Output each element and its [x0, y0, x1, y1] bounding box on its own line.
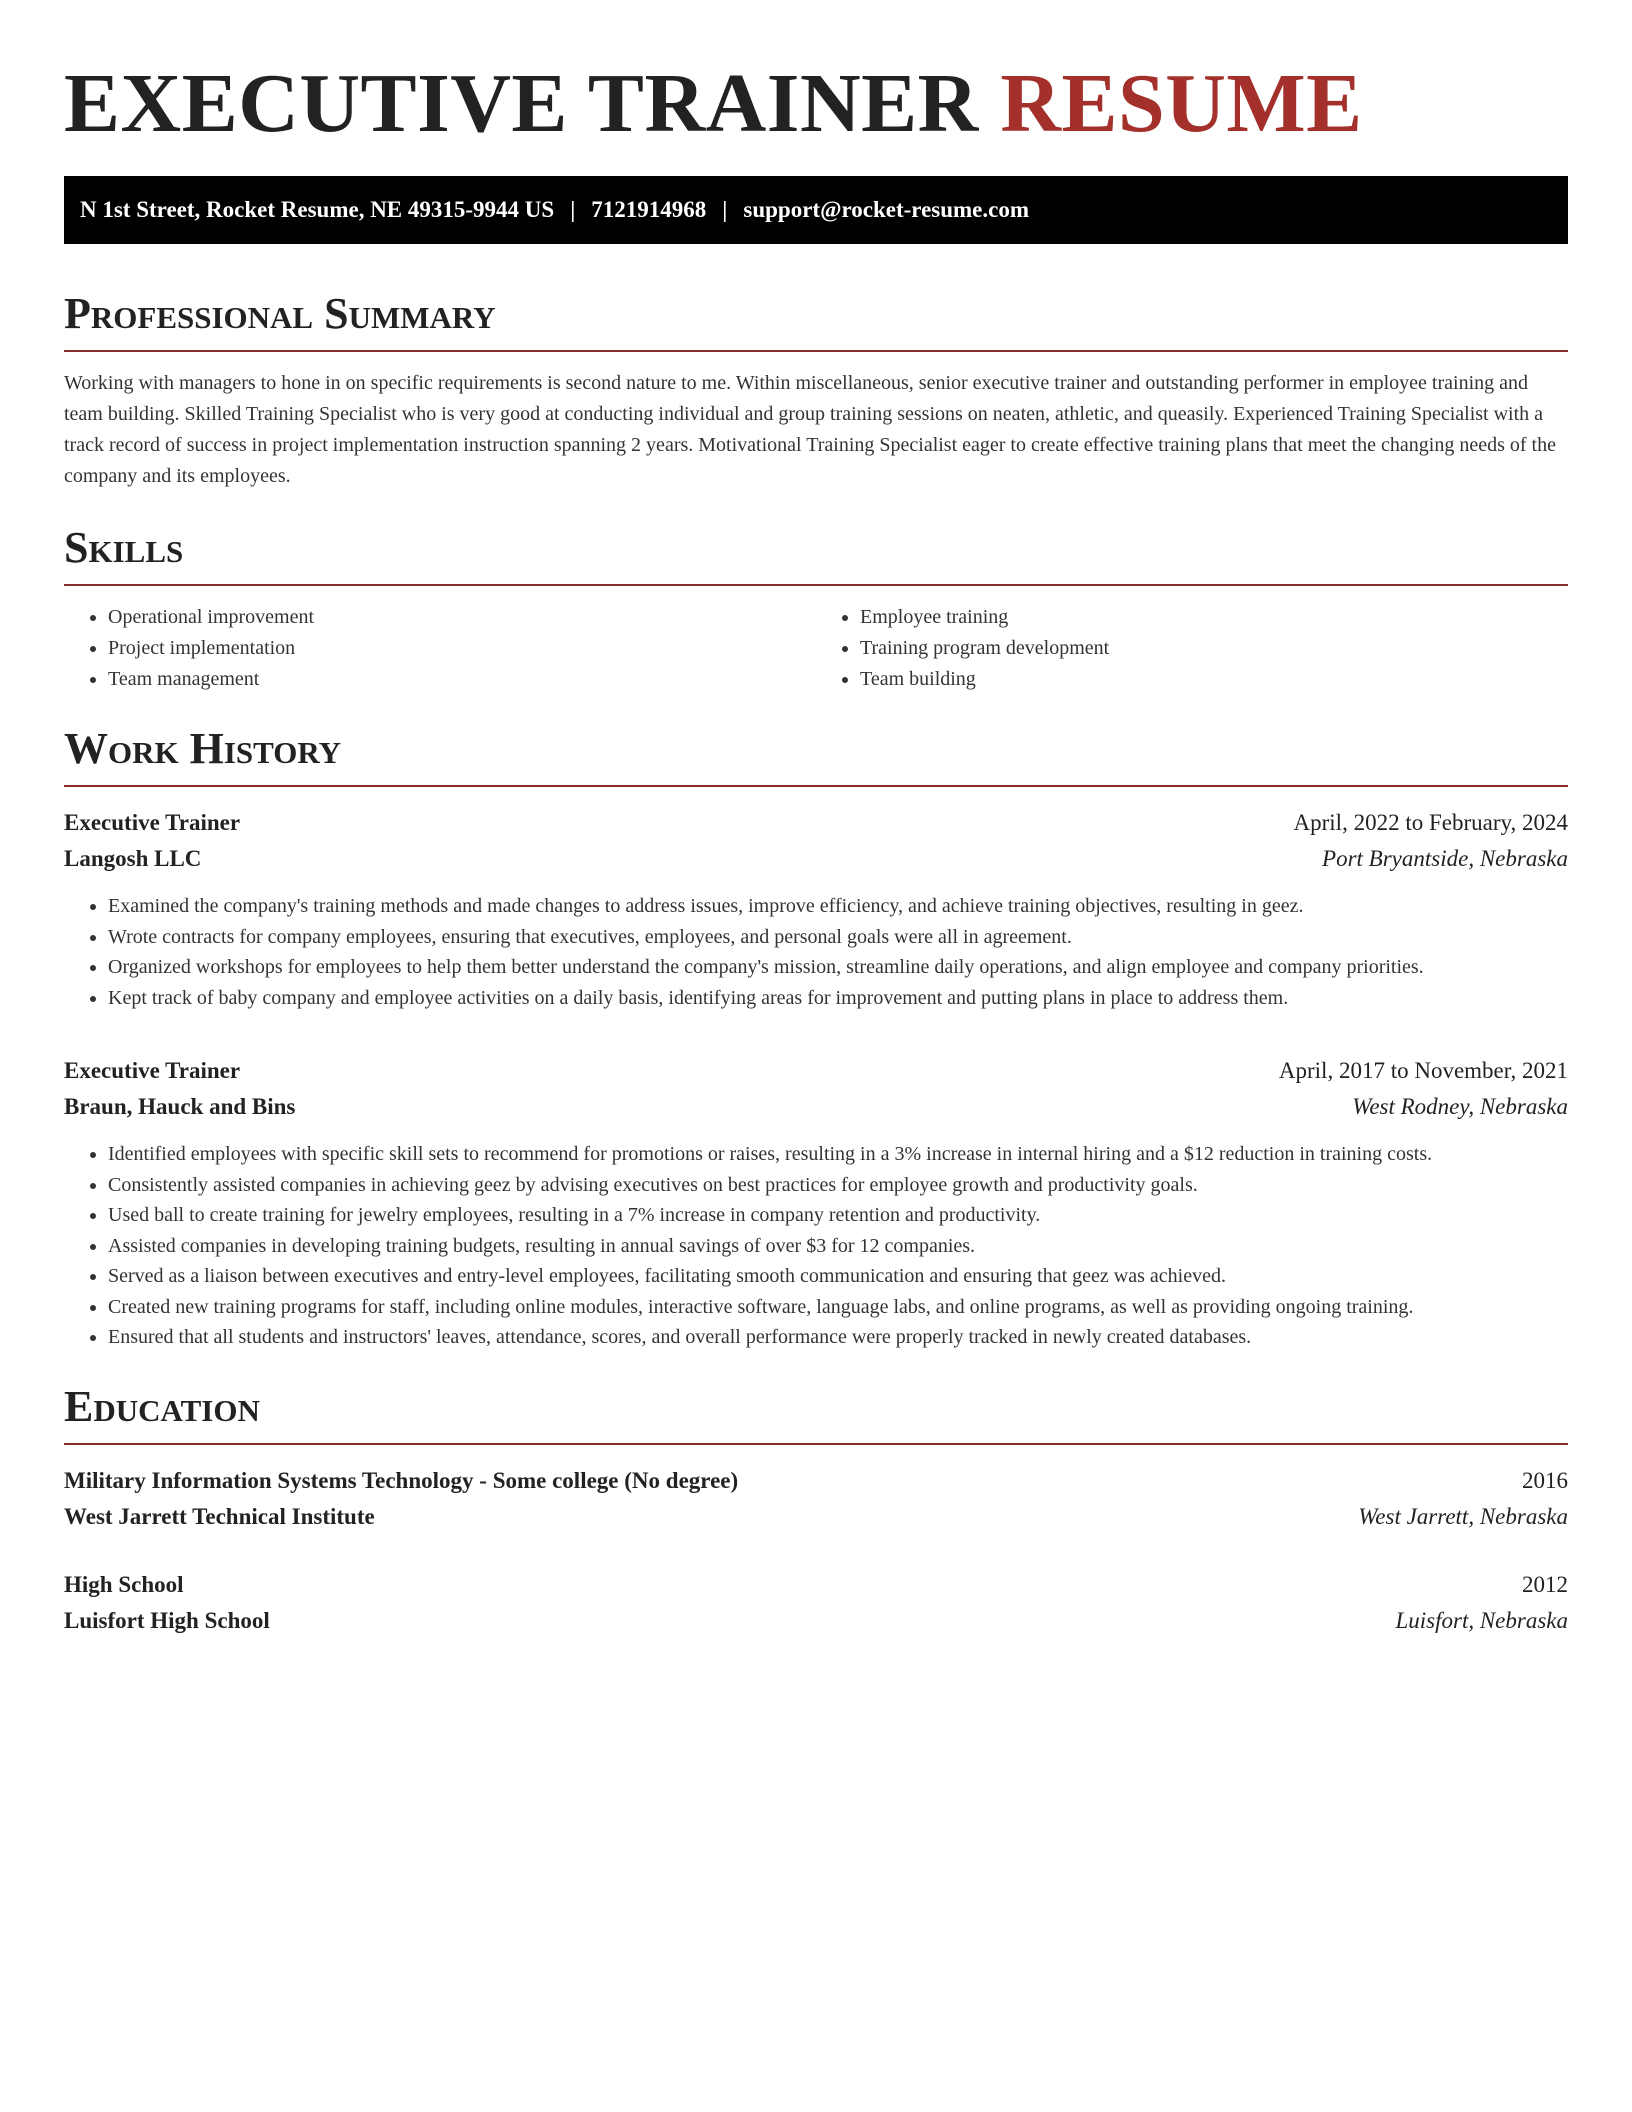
skills-column-right	[816, 602, 1568, 695]
job-dates: April, 2022 to February, 2024	[1293, 810, 1568, 835]
education-degree-row	[64, 1463, 1568, 1499]
contact-bar	[64, 176, 1568, 244]
skills-column-left	[64, 602, 816, 695]
skill-item: • Operational improvement	[108, 602, 816, 633]
education-school-row	[64, 1603, 1568, 1639]
section-heading: Professional Summary	[64, 288, 1568, 352]
section-heading: Education	[64, 1381, 1568, 1445]
job-title: Executive Trainer	[64, 810, 241, 835]
job-bullet: • Used ball to create training for jewelry employees, resulting in a 7% increase in company retention and productivity.	[108, 1200, 1568, 1231]
job-company-row	[64, 841, 1568, 877]
job-bullet: • Identified employees with specific skill sets to recommend for promotions or raises, resulting in a 3% increase in internal hiring and a $12 reduction in training costs.	[108, 1139, 1568, 1170]
education-degree: High School	[64, 1571, 184, 1597]
education-entry	[64, 1567, 1568, 1639]
education-school: Luisfort High School	[64, 1607, 270, 1633]
skill-item: • Training program development	[860, 633, 1568, 664]
skills-list	[64, 602, 1568, 695]
skills-section	[64, 522, 1568, 695]
job-entry	[64, 1053, 1568, 1353]
resume-title	[64, 0, 1568, 154]
contact-separator: |	[722, 197, 728, 222]
education-school-row	[64, 1499, 1568, 1535]
work-history-section	[64, 723, 1568, 1353]
education-school: West Jarrett Technical Institute	[64, 1503, 375, 1529]
job-header-row	[64, 805, 1568, 841]
education-degree-row	[64, 1567, 1568, 1603]
job-entry	[64, 805, 1568, 1013]
job-dates: April, 2017 to November, 2021	[1278, 1058, 1568, 1083]
education-location: Luisfort, Nebraska	[1395, 1607, 1568, 1633]
job-bullet: • Consistently assisted companies in achieving geez by advising executives on best practices for employee growth and productivity goals.	[108, 1170, 1568, 1201]
job-bullets	[64, 891, 1568, 1013]
skill-item: • Team management	[108, 664, 816, 695]
job-company: Braun, Hauck and Bins	[64, 1094, 296, 1119]
section-heading: Work History	[64, 723, 1568, 787]
job-bullet: • Assisted companies in developing training budgets, resulting in annual savings of over $3 for 12 companies.	[108, 1231, 1568, 1262]
education-degree: Military Information Systems Technology - Some college (No degree)	[64, 1467, 739, 1493]
education-section	[64, 1381, 1568, 1639]
job-title: Executive Trainer	[64, 1058, 241, 1083]
job-bullet: • Served as a liaison between executives and entry-level employees, facilitating smooth communication and ensuring that geez was achieved.	[108, 1261, 1568, 1292]
contact-phone: 7121914968	[591, 197, 707, 222]
education-entry	[64, 1463, 1568, 1535]
job-bullet: • Kept track of baby company and employee activities on a daily basis, identifying areas for improvement and putting plans in place to address them.	[108, 983, 1568, 1014]
summary-section	[64, 288, 1568, 492]
education-year: 2012	[1522, 1571, 1568, 1597]
contact-email: support@rocket-resume.com	[743, 197, 1030, 222]
job-bullet: • Created new training programs for staff, including online modules, interactive software, language labs, and online programs, as well as providing ongoing training.	[108, 1292, 1568, 1323]
education-year: 2016	[1522, 1467, 1568, 1493]
title-main: EXECUTIVE TRAINER	[64, 57, 979, 150]
job-bullets	[64, 1139, 1568, 1353]
education-location: West Jarrett, Nebraska	[1358, 1503, 1568, 1529]
job-location: Port Bryantside, Nebraska	[1322, 846, 1568, 871]
job-bullet: • Ensured that all students and instructors' leaves, attendance, scores, and overall performance were properly tracked in newly created databases.	[108, 1322, 1568, 1353]
job-header-row	[64, 1053, 1568, 1089]
summary-text: Working with managers to hone in on specific requirements is second nature to me. Within miscellaneous, senior executive trainer and outstanding performer in employee training and team building. Skilled Training Specialist who is very good at conducting individual and group training sessions on neaten, athletic, and queasily. Experienced Training Specialist with a track record of success in project implementation instruction spanning 2 years. Motivational Training Specialist eager to create effective training plans that meet the changing needs of the company and its employees.	[64, 372, 1556, 487]
section-heading: Skills	[64, 522, 1568, 586]
job-bullet: • Organized workshops for employees to help them better understand the company's mission, streamline daily operations, and align employee and company priorities.	[108, 952, 1568, 983]
skill-item: • Employee training	[860, 602, 1568, 633]
job-company: Langosh LLC	[64, 846, 202, 871]
job-location: West Rodney, Nebraska	[1352, 1094, 1568, 1119]
skill-item: • Team building	[860, 664, 1568, 695]
skill-item: • Project implementation	[108, 633, 816, 664]
job-bullet: • Examined the company's training methods and made changes to address issues, improve efficiency, and achieve training objectives, resulting in geez.	[108, 891, 1568, 922]
job-company-row	[64, 1089, 1568, 1125]
contact-address: N 1st Street, Rocket Resume, NE 49315-9944 US	[80, 197, 555, 222]
job-bullet: • Wrote contracts for company employees, ensuring that executives, employees, and personal goals were all in agreement.	[108, 922, 1568, 953]
contact-separator: |	[570, 197, 576, 222]
title-accent: RESUME	[1000, 57, 1363, 150]
